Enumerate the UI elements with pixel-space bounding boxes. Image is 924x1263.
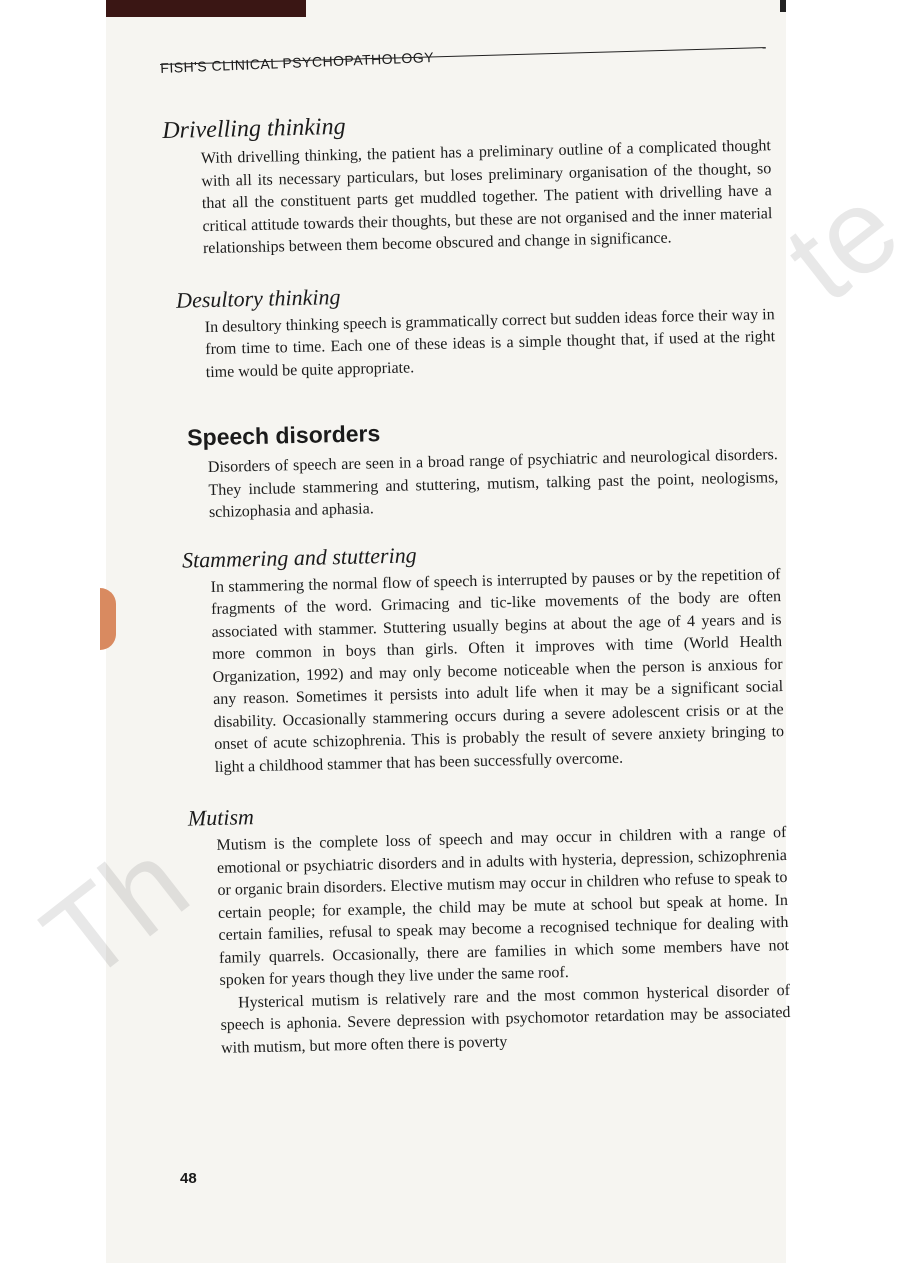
desultory-paragraph: In desultory thinking speech is grammatically correct but sudden ideas force their way in from time to time. Each one of these ideas is a simple thought that, if used at the right time would be quite appropriate.: [204, 305, 776, 381]
speech-disorders-heading: Speech disorders: [186, 420, 381, 451]
thumb-shadow: [100, 588, 116, 650]
mutism-heading: Mutism: [187, 804, 255, 831]
page-corner-shadow: [780, 0, 786, 12]
stammering-heading: Stammering and stuttering: [181, 541, 417, 573]
mutism-paragraph: Mutism is the complete loss of speech and may occur in children with a range of emotional or psychiatric disorders and in adults with hysteria, depression, schizophrenia or organic brain disorders. Elective mutism may occur in children who refuse to speak to certain people; for example, the child may be mute at school but speak at home. In certain families, refusal to speak may become a recognised technique for dealing with family quarrels. Occasionally, there are families in which some members have not spoken for years though they live under the same roof.: [216, 824, 790, 989]
page-content: [162, 104, 791, 1061]
running-header: FISH'S CLINICAL PSYCHOPATHOLOGY: [160, 49, 435, 76]
drivelling-paragraph: With drivelling thinking, the patient has a preliminary outline of a complicated thought with all its necessary particulars, but loses preliminary organisation of the thought, so that all the constituent parts get muddled together. The patient with drivelling have a critical attitude towards their thoughts, but these are not organised and the inner material relationships between them become obscured and change in significance.: [200, 137, 773, 258]
drivelling-heading: Drivelling thinking: [162, 113, 346, 144]
watermark-right: te: [761, 159, 923, 328]
mutism-paragraph-2: Hysterical mutism is relatively rare and the most common hysterical disorder of speech is aphonia. Severe depression with psychomotor retardation may be associated with mutism, but more often there is poverty: [220, 981, 791, 1057]
speech-disorders-paragraph: Disorders of speech are seen in a broad range of psychiatric and neurological disorders. They include stammering and stuttering, mutism, talking past the point, neologisms, schizophasia and aphasia.: [207, 446, 779, 522]
book-page: [106, 0, 791, 1263]
stammering-paragraph: In stammering the normal flow of speech is interrupted by pauses or by the repetition of fragments of the word. Grimacing and tic-like movements of the body are often associated with stammer. Stuttering usually begins at about the age of 4 years and is more common in boys than girls. Often it improves with time (World Health Organization, 1992) and may only become noticeable when the person is anxious for any reason. Sometimes it persists into adult life when it may be a significant social disability. Occasionally stammering occurs during a severe adolescent crisis or at the onset of acute schizophrenia. This is probably the result of severe anxiety bringing to light a childhood stammer that has been successfully overcome.: [210, 565, 785, 776]
page-top-edge-shadow: [106, 0, 306, 17]
desultory-heading: Desultory thinking: [175, 283, 341, 313]
page-number: 48: [180, 1170, 197, 1187]
